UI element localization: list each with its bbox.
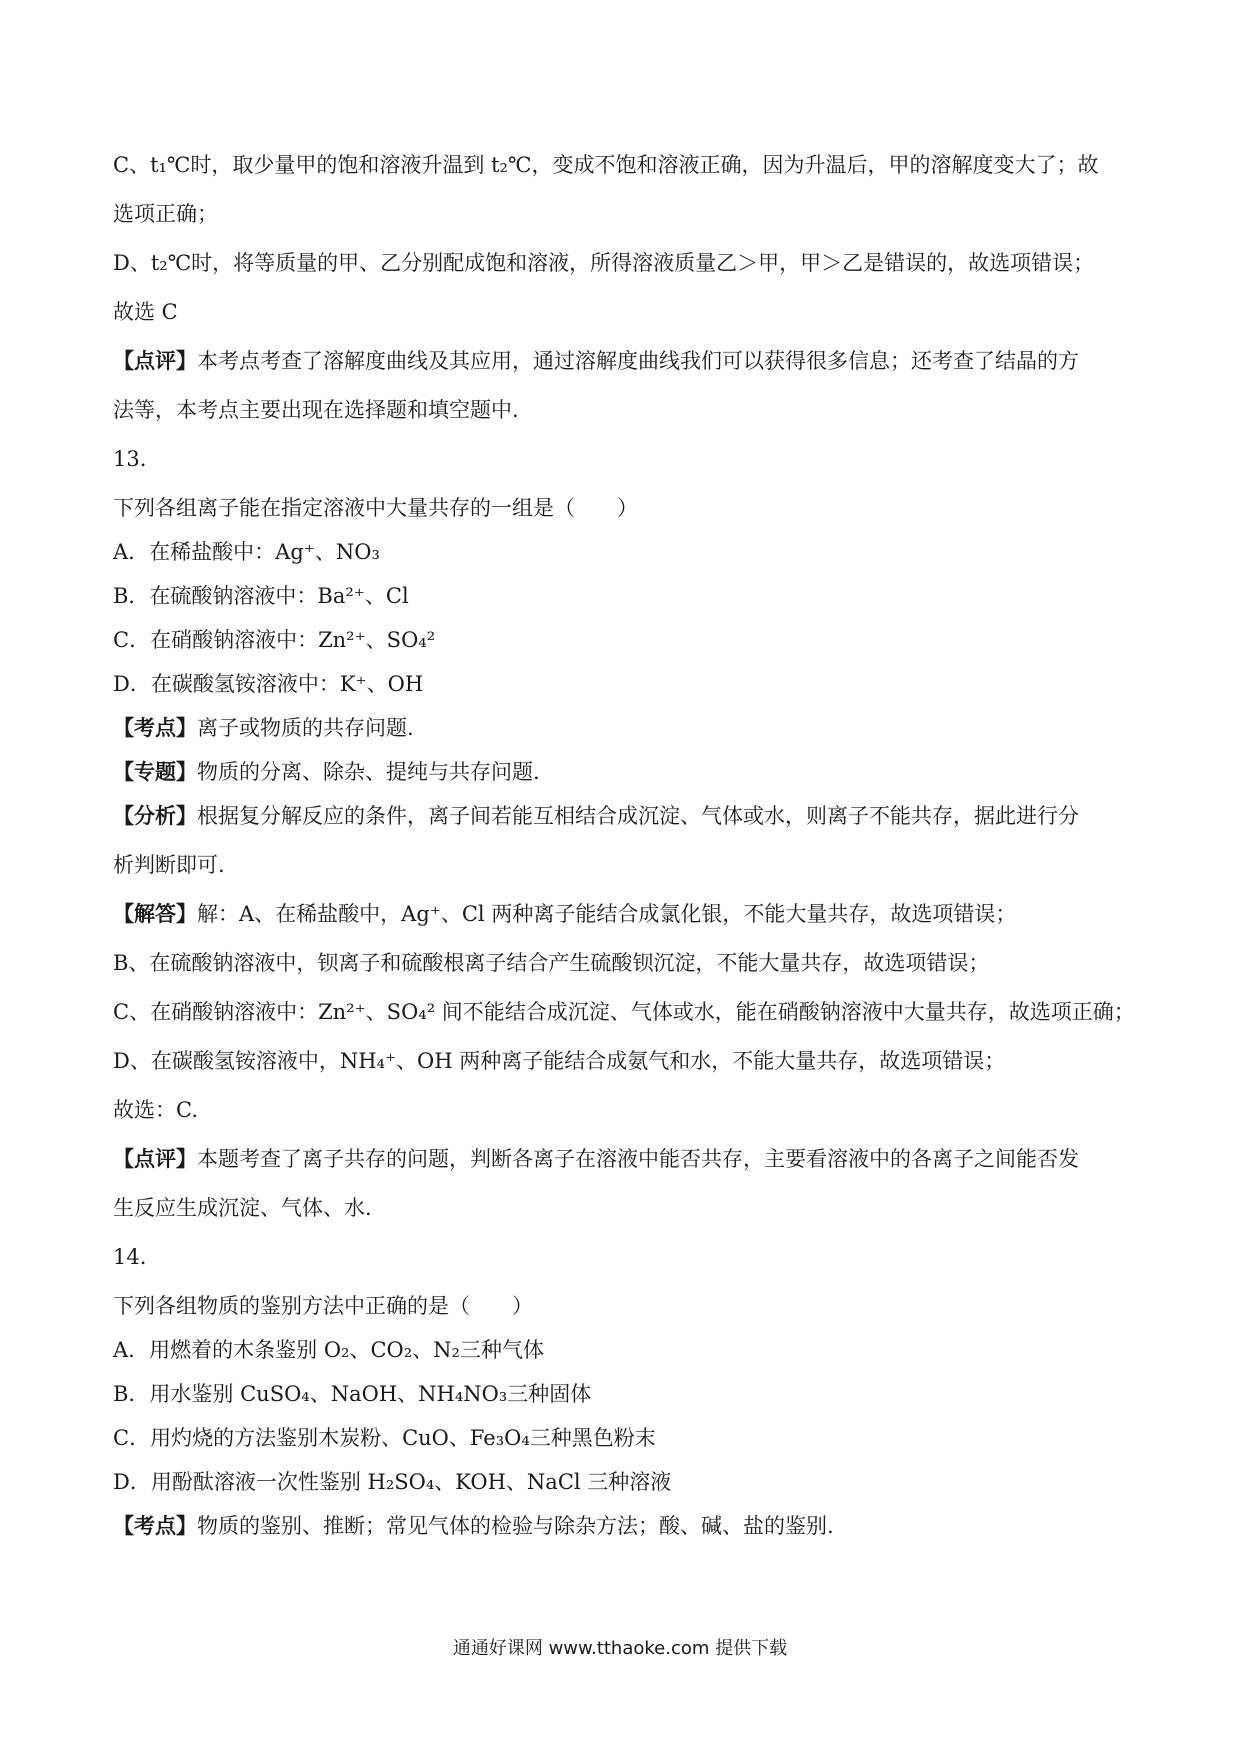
text-line: 选项正确； [113, 202, 218, 226]
section-tag: 【专题】 [113, 759, 197, 784]
question-stem: 下列各组物质的鉴别方法中正确的是（ ） [113, 1294, 533, 1318]
text-line: C、t₁℃时，取少量甲的饱和溶液升温到 t₂℃，变成不饱和溶液正确，因为升温后，甲的溶解度变大了；故 [113, 153, 1099, 177]
zhuanti-text: 物质的分离、除杂、提纯与共存问题. [197, 760, 540, 784]
option-a: A．在稀盐酸中：Ag⁺、NO₃ [113, 540, 380, 564]
option-d: D．在碳酸氢铵溶液中：K⁺、OH [113, 672, 424, 696]
jieda-text: 解：A、在稀盐酸中，Ag⁺、Cl 两种离子能结合成氯化银，不能大量共存，故选项错误； [197, 902, 1017, 926]
fenxi-line [113, 801, 1133, 831]
question-stem: 下列各组离子能在指定溶液中大量共存的一组是（ ） [113, 496, 638, 520]
answer-line: 故选 C [113, 300, 178, 324]
answer-line: 故选：C. [113, 1098, 198, 1122]
text-line: D、t₂℃时，将等质量的甲、乙分别配成饱和溶液，所得溶液质量乙＞甲，甲＞乙是错误的，故选项错误； [113, 251, 1095, 275]
comment-text: 本考点考查了溶解度曲线及其应用，通过溶解度曲线我们可以获得很多信息；还考查了结晶的方 [197, 349, 1079, 373]
option-c: C．用灼烧的方法鉴别木炭粉、CuO、Fe₃O₄三种黑色粉末 [113, 1426, 656, 1450]
comment-line-cont: 生反应生成沉淀、气体、水. [113, 1196, 372, 1220]
option-b: B．用水鉴别 CuSO₄、NaOH、NH₄NO₃三种固体 [113, 1382, 592, 1406]
jieda-line [113, 899, 1133, 929]
section-tag: 【分析】 [113, 803, 197, 828]
page-content [113, 150, 1133, 1541]
kaodian-line [113, 1511, 1133, 1541]
option-d: D．用酚酞溶液一次性鉴别 H₂SO₄、KOH、NaCl 三种溶液 [113, 1470, 672, 1494]
comment-line [113, 1144, 1133, 1174]
question-number: 13. [113, 447, 147, 471]
fenxi-text: 根据复分解反应的条件，离子间若能互相结合成沉淀、气体或水，则离子不能共存，据此进行分 [197, 804, 1079, 828]
option-c: C．在硝酸钠溶液中：Zn²⁺、SO₄² [113, 628, 436, 652]
comment-line [113, 346, 1133, 376]
section-tag: 【点评】 [113, 1146, 197, 1171]
jieda-line-b: B、在硫酸钠溶液中，钡离子和硫酸根离子结合产生硫酸钡沉淀，不能大量共存，故选项错误； [113, 951, 990, 975]
option-a: A．用燃着的木条鉴别 O₂、CO₂、N₂三种气体 [113, 1338, 544, 1362]
kaodian-text: 离子或物质的共存问题. [197, 716, 414, 740]
kaodian-line [113, 713, 1133, 743]
jieda-line-d: D、在碳酸氢铵溶液中，NH₄⁺、OH 两种离子能结合成氨气和水，不能大量共存，故选项错误； [113, 1049, 1006, 1073]
fenxi-line-cont: 析判断即可. [113, 853, 225, 877]
jieda-line-c: C、在硝酸钠溶液中：Zn²⁺、SO₄² 间不能结合成沉淀、气体或水，能在硝酸钠溶液中大量共存，故选项正确； [113, 1000, 1135, 1024]
option-b: B．在硫酸钠溶液中：Ba²⁺、Cl [113, 584, 409, 608]
comment-line-cont: 法等，本考点主要出现在选择题和填空题中. [113, 398, 519, 422]
kaodian-text: 物质的鉴别、推断；常见气体的检验与除杂方法；酸、碱、盐的鉴别. [197, 1514, 834, 1538]
page-footer: 通通好课网 www.tthaoke.com 提供下载 [452, 1638, 788, 1659]
question-number: 14. [113, 1245, 147, 1269]
zhuanti-line [113, 757, 1133, 787]
section-tag: 【考点】 [113, 1513, 197, 1538]
comment-text: 本题考查了离子共存的问题，判断各离子在溶液中能否共存，主要看溶液中的各离子之间能否发 [197, 1147, 1079, 1171]
section-tag: 【考点】 [113, 715, 197, 740]
section-tag: 【点评】 [113, 348, 197, 373]
section-tag: 【解答】 [113, 901, 197, 926]
